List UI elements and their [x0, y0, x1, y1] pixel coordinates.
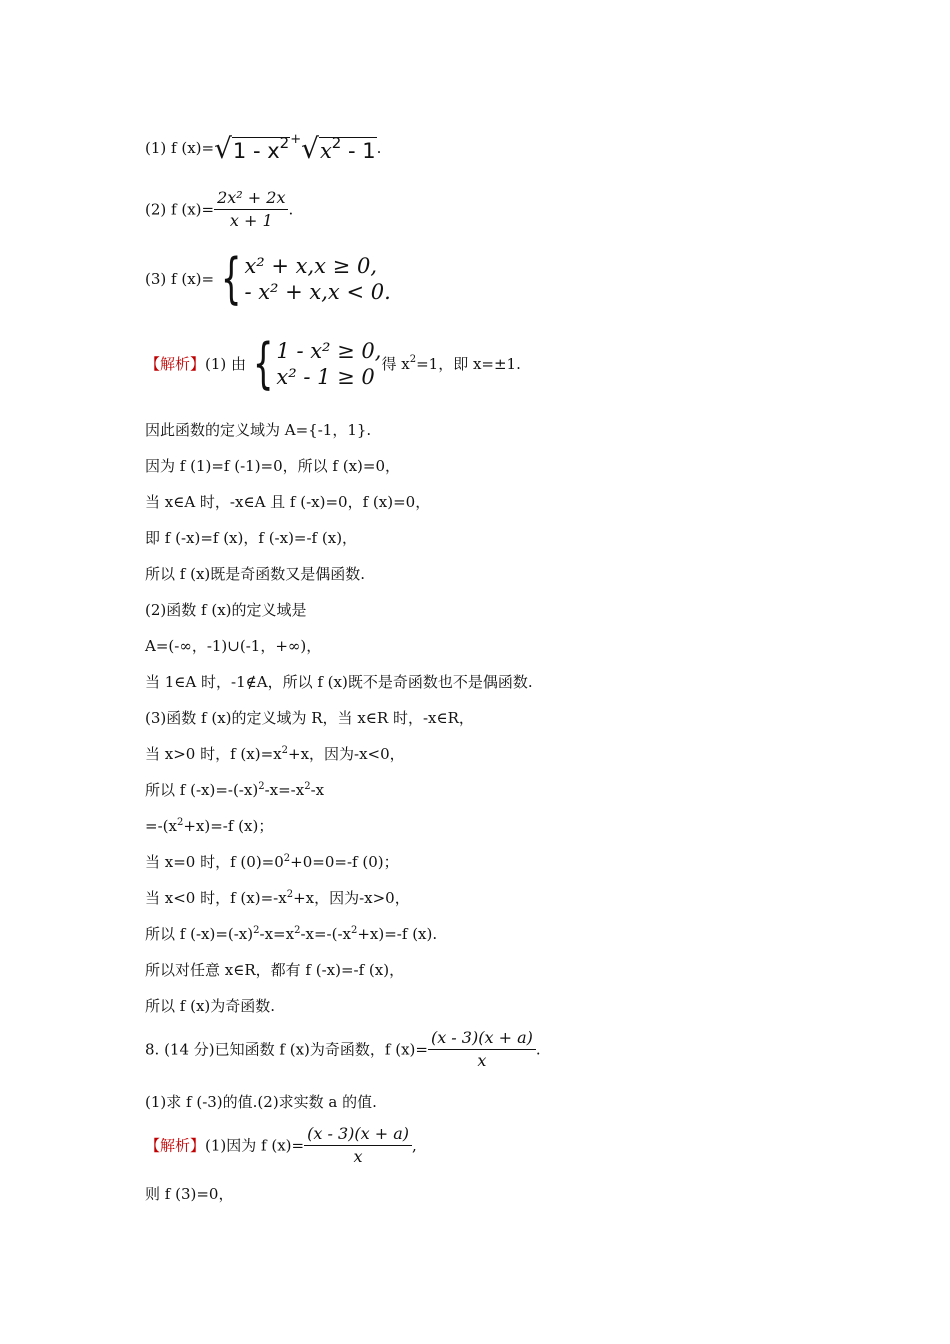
text-line: 所以 f (x)为奇函数. — [145, 997, 276, 1015]
text-line: 所以 f $(-x)=(-x)^2-x=x^2-x=-(-x^2+x)=-f$ (x). — [145, 925, 438, 943]
text-line: 当 x>0 时，f $(x)=x^2+x$，因为-x<0， — [145, 745, 405, 763]
text-line: 当 x=0 时，f $(0)=0^2+0=0=-f$ (0)； — [145, 853, 399, 871]
left-brace-icon: { — [220, 247, 242, 310]
text-line: $=-(x^2+x)=-f$ (x)； — [145, 817, 274, 835]
case-1: x² + x,x ≥ 0, — [244, 254, 377, 278]
case-2: - x² + x,x < 0. — [244, 280, 391, 304]
inequality-system: { 1 - x² ≥ 0, x² - 1 ≥ 0 — [252, 332, 382, 395]
piecewise — [214, 247, 391, 310]
text-line: 因此函数的定义域为 A={-1，1}. — [145, 421, 372, 439]
left-brace-icon: { — [252, 332, 274, 395]
text-line: 即 f (-x)=f (x)，f (-x)=-f (x)， — [145, 529, 358, 547]
text-line: 当 x<0 时，f $(x)=-x^2+x$，因为-x>0， — [145, 889, 410, 907]
text-line: (3)函数 f (x)的定义域为 R，当 x∈R 时，-x∈R， — [145, 709, 474, 727]
part2-label: (2) f (x)= — [145, 200, 215, 219]
solution7-start: 【解析】(1) 由 { 1 - x² ≥ 0, x² - 1 ≥ 0 得 $x^2=1$，即 x=±1. — [145, 332, 521, 395]
solution8-start: 【解析】(1)因为 f (x)= $\frac{(x - 3)(x + a)}{x}$ , — [145, 1124, 417, 1166]
fraction: $\frac{(x - 3)(x + a)}{x}$ — [428, 1028, 536, 1071]
text-line: 因为 f (1)=f (-1)=0，所以 f (x)=0， — [145, 457, 401, 475]
problem7-part1: (1) f (x)= √ $1 - x^2$ + √ $x^2 - 1$ . — [145, 132, 382, 165]
text-line: 所以 f (x)既是奇函数又是偶函数. — [145, 565, 366, 583]
text-line: 则 f (3)=0， — [145, 1185, 234, 1203]
part3-label: (3) f (x)= — [145, 270, 215, 288]
problem7-part3 — [145, 247, 391, 310]
sqrt-expression-2: √ $x^2 - 1$ — [301, 132, 376, 165]
text-line: (2)函数 f (x)的定义域是 — [145, 601, 307, 619]
problem7-part2: (2) f (x)= $\frac{\text{2x² + 2x}}{x + 1}$ . — [145, 188, 294, 230]
text-line: 当 x∈A 时，-x∈A 且 f (-x)=0，f (x)=0， — [145, 493, 431, 511]
text-line: 当 1∈A 时，-1∉A，所以 f (x)既不是奇函数也不是偶函数. — [145, 673, 533, 691]
fraction: $\frac{\text{2x² + 2x}}{x + 1}$ — [214, 188, 288, 231]
solution-tag: 【解析】 — [145, 355, 206, 373]
text-line: 所以对任意 x∈R，都有 f (-x)=-f (x)， — [145, 961, 405, 979]
text-line: A=(-∞，-1)∪(-1，+∞)， — [145, 637, 322, 655]
fraction: $\frac{(x - 3)(x + a)}{x}$ — [304, 1124, 412, 1167]
part1-label: (1) f (x)= — [145, 139, 215, 157]
solution-tag: 【解析】 — [145, 1136, 206, 1155]
text-line: 所以 f $(-x)=-(-x)^2-x=-x^2-x$ — [145, 781, 325, 799]
sqrt-expression-1: √ $1 - x^2$ — [214, 132, 290, 165]
problem8-statement: 8. (14 分)已知函数 f (x)为奇函数，f (x)= $\frac{(x - 3)(x + a)}{x}$ . — [145, 1028, 541, 1070]
problem8-question: (1)求 f (-3)的值.(2)求实数 a 的值. — [145, 1093, 377, 1111]
